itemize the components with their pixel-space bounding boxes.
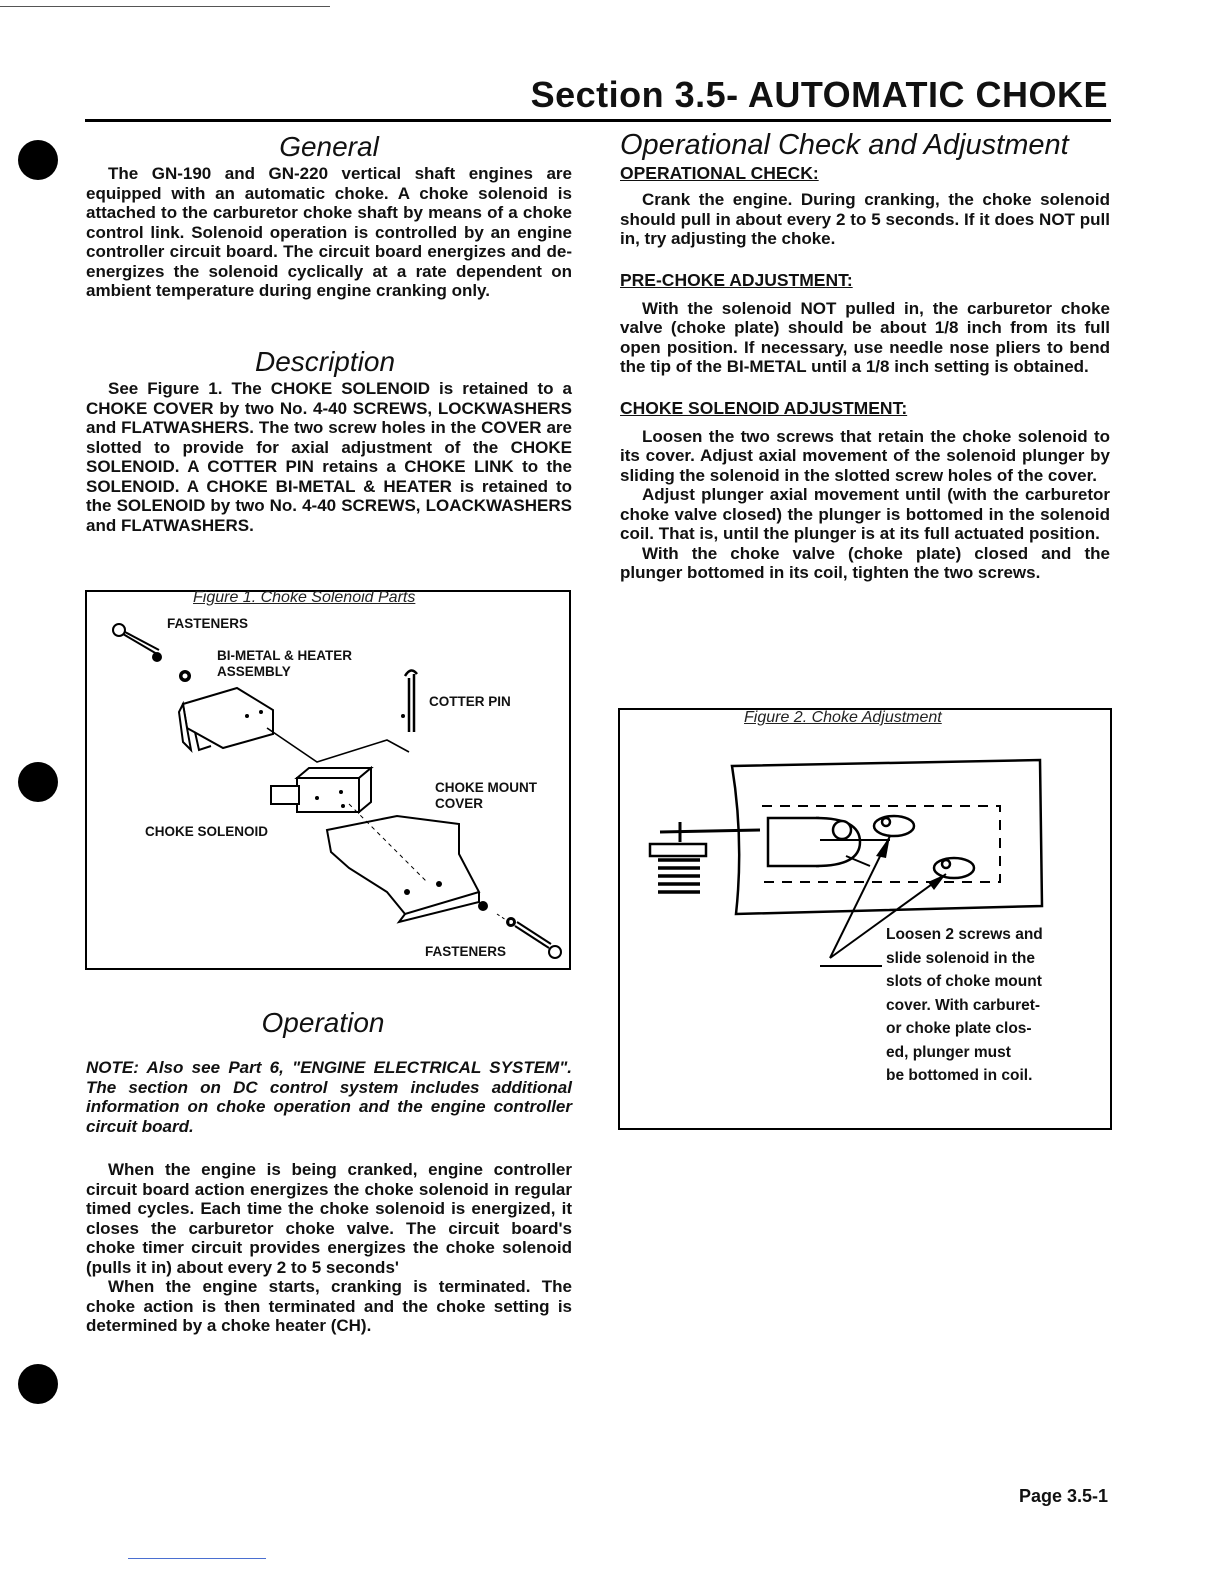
description-section xyxy=(86,345,572,535)
choke-solenoid-adjustment-title: CHOKE SOLENOID ADJUSTMENT: xyxy=(620,397,908,418)
callout-line: or choke plate clos- xyxy=(886,1020,1032,1037)
adjustment-heading: Operational Check and Adjustment xyxy=(620,129,1069,161)
label-cotter-pin: COTTER PIN xyxy=(429,694,511,709)
figure-1 xyxy=(85,590,571,970)
label-choke-solenoid: CHOKE SOLENOID xyxy=(145,824,269,839)
label-choke-mount-cover: CHOKE MOUNT COVER xyxy=(435,780,537,811)
header-rule xyxy=(85,119,1111,122)
binder-hole xyxy=(18,762,58,802)
callout-line: be bottomed in coil. xyxy=(886,1067,1033,1084)
page-number: Page 3.5-1 xyxy=(1018,1486,1108,1506)
operation-paragraph-1: When the engine is being cranked, engine controller circuit board action energizes the choke solenoid in regular timed cycles. Each time the choke solenoid is energized, it closes the carburetor choke valve. The circuit board's choke timer circuit provides energizes the choke solenoid (pulls it in) about every 2 to 5 seconds' xyxy=(86,1160,572,1277)
general-text: The GN-190 and GN-220 vertical shaft engines are equipped with an automatic choke. A choke solenoid is attached to the carburetor choke shaft by means of a choke control link. Solenoid operation is controlled by an engine controller circuit board. The circuit board energizes and de-energizes the solenoid cyclically at a rate dependent on ambient temperature during engine cranking only. xyxy=(86,164,572,300)
bottom-edge-line xyxy=(128,1558,266,1559)
callout-line: cover. With carburet- xyxy=(886,996,1041,1014)
figure-2-caption: Figure 2. Choke Adjustment xyxy=(744,709,942,726)
prechoke-title: PRE-CHOKE ADJUSTMENT: xyxy=(620,269,853,290)
choke-solenoid-adjustment-p2: Adjust plunger axial movement until (with the carburetor choke valve closed) the plunger is bottomed in the solenoid coil. That is, until the plunger is at its full actuated position. xyxy=(620,485,1110,543)
label-bimetal-heater: BI-METAL & HEATER ASSEMBLY xyxy=(217,648,352,679)
callout-line: Loosen 2 screws and xyxy=(886,926,1043,943)
adjustment-section xyxy=(620,128,1110,583)
operation-section xyxy=(86,1006,572,1336)
description-text: See Figure 1. The CHOKE SOLENOID is retained to a CHOKE COVER by two No. 4-40 SCREWS, LOCKWASHERS and FLATWASHERS. The two screw holes in the COVER are slotted to provide for axial adjustment of the CHOKE SOLENOID. A COTTER PIN retains a CHOKE LINK to the SOLENOID. A CHOKE BI-METAL & HEATER is retained to the SOLENOID by two No. 4-40 SCREWS, LOACKWASHERS and FLATWASHERS. xyxy=(86,379,572,535)
label-fasteners-bottom: FASTENERS xyxy=(425,944,507,959)
choke-solenoid-adjustment-p3: With the choke valve (choke plate) closed and the plunger bottomed in its coil, tighten the two screws. xyxy=(620,543,1110,582)
figure-2-callout xyxy=(886,923,1106,1088)
operational-check-title: OPERATIONAL CHECK: xyxy=(620,163,819,183)
binder-hole xyxy=(18,1364,58,1404)
choke-solenoid-adjustment-p1: Loosen the two screws that retain the choke solenoid to its cover. Adjust axial movement of the solenoid plunger by sliding the solenoid in the slotted screw holes of the cover. xyxy=(620,426,1110,485)
callout-line: slide solenoid in the xyxy=(886,949,1035,967)
callout-line: slots of choke mount xyxy=(886,973,1042,990)
figure-1-caption: Figure 1. Choke Solenoid Parts xyxy=(193,589,416,606)
binder-hole xyxy=(18,140,58,180)
figure-2 xyxy=(618,708,1112,1130)
general-heading: General xyxy=(279,131,379,162)
top-edge-line xyxy=(0,6,330,7)
callout-line: ed, plunger must xyxy=(886,1043,1011,1061)
label-fasteners-top: FASTENERS xyxy=(167,616,249,631)
general-section xyxy=(86,130,572,301)
section-title: Section 3.5- AUTOMATIC CHOKE xyxy=(530,74,1108,115)
operation-note: NOTE: Also see Part 6, "ENGINE ELECTRICAL SYSTEM". The section on DC control system includes additional information on choke operation and the engine controller circuit board. xyxy=(86,1058,572,1136)
operation-heading: Operation xyxy=(261,1007,385,1038)
prechoke-text: With the solenoid NOT pulled in, the carburetor choke valve (choke plate) should be about 1/8 inch from its full open position. If necessary, use needle nose pliers to bend the tip of the BI-METAL until a 1/8 inch setting is obtained. xyxy=(620,298,1110,376)
description-heading: Description xyxy=(254,346,396,377)
operation-paragraph-2: When the engine starts, cranking is terminated. The choke action is then terminated and the choke setting is determined by a choke heater (CH). xyxy=(86,1277,572,1335)
operational-check-text: Crank the engine. During cranking, the choke solenoid should pull in about every 2 to 5 seconds. If it does NOT pull in, try adjusting the choke. xyxy=(620,190,1110,248)
